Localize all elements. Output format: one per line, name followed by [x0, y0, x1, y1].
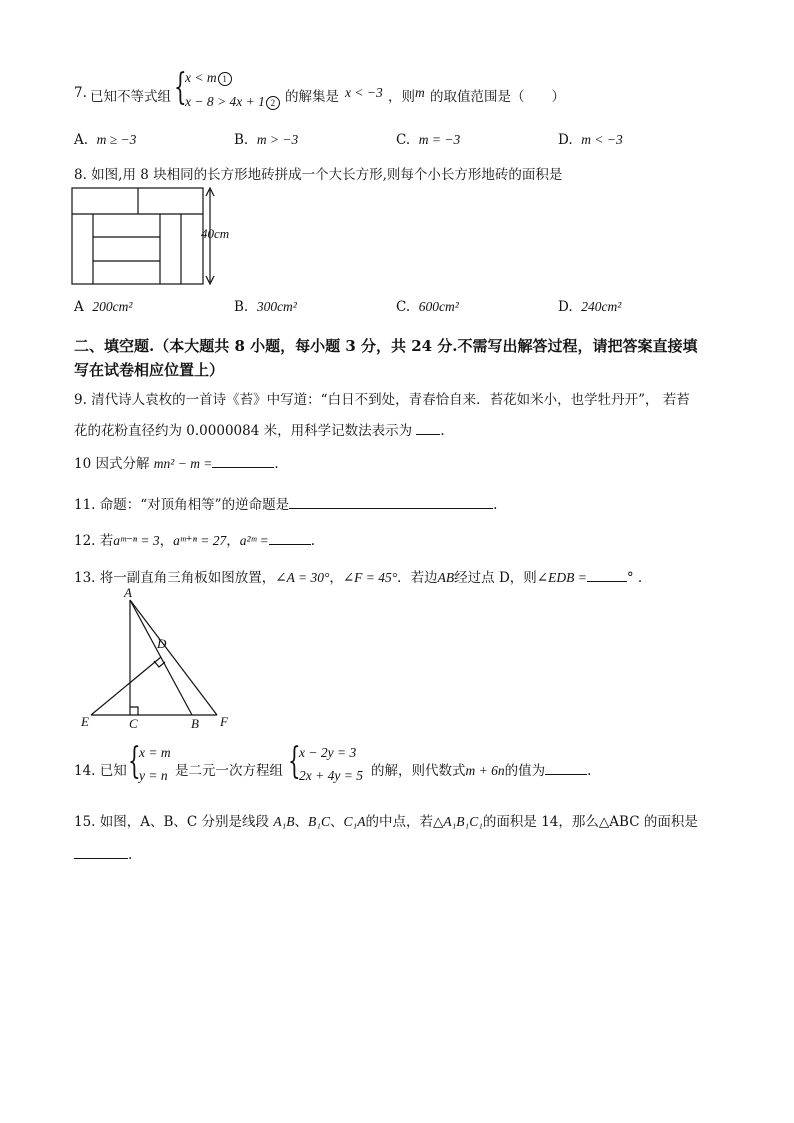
q14-system1-line1: x = m: [139, 745, 171, 760]
q9-answer-blank[interactable]: [416, 422, 440, 435]
q15-answer-blank[interactable]: [74, 846, 128, 859]
q11: 11. 命题：“对顶角相等”的逆命题是 .: [74, 497, 498, 513]
q14-system2-line2: 2x + 4y = 5: [299, 768, 363, 783]
q10-answer-blank[interactable]: [212, 455, 274, 468]
label-b: B: [191, 716, 199, 731]
q13-triangle-figure: [75, 588, 245, 734]
q14-a: 14. 已知: [74, 763, 127, 779]
right-angle-c-icon: [130, 707, 138, 715]
label-c: C: [129, 716, 138, 731]
q15-answer-line: .: [74, 846, 132, 863]
circle-1-icon: 1: [218, 72, 232, 86]
q13-answer-blank[interactable]: [587, 569, 627, 582]
q8-text: 8. 如图,用 8 块相同的长方形地砖拼成一个大长方形,则每个小长方形地砖的面积是: [74, 167, 563, 183]
q7-inequality-2: x − 8 > 4x + 1 2: [185, 94, 280, 110]
segment-ed: [91, 657, 161, 715]
q7-condition: x < −3: [345, 85, 383, 100]
q7-suffix: 的取值范围是（ ）: [430, 89, 565, 105]
q14-b: 是二元一次方程组: [175, 763, 283, 779]
q14-brace-1: {: [128, 741, 141, 782]
q14-answer-blank[interactable]: [545, 762, 587, 775]
q10: 10 因式分解 mn² − m = .: [74, 456, 279, 472]
q14-c: 的解，则代数式m + 6n的值为 .: [371, 763, 592, 779]
label-d: D: [157, 636, 167, 651]
q7-option-c: C. m = −3: [396, 132, 461, 148]
q7-inequality-1: x < m 1: [185, 70, 232, 86]
q9-line2: 花的花粉直径约为 0.0000084 米，用科学记数法表示为 .: [74, 423, 445, 439]
segment-af: [130, 600, 217, 715]
q7-var: m: [415, 85, 425, 100]
q14-system1-line2: y = n: [139, 768, 168, 783]
q7-option-d: D. m < −3: [558, 132, 623, 148]
q11-answer-blank[interactable]: [289, 496, 493, 509]
q8-option-b: B. 300cm²: [234, 299, 297, 315]
q14-brace-2: {: [288, 741, 301, 782]
circle-2-icon: 2: [266, 96, 280, 110]
q7-number: 7.: [74, 85, 87, 101]
q7-prefix: 已知不等式组: [90, 89, 171, 105]
q8-option-c: C. 600cm²: [396, 299, 459, 315]
label-a: A: [124, 588, 132, 600]
q9-line1: 9. 清代诗人袁枚的一首诗《苔》中写道：“白日不到处，青春恰自来．苔花如米小，也学牡丹开”， 若苔: [74, 392, 690, 408]
q7-option-b: B. m > −3: [234, 132, 299, 148]
q15: 15. 如图，A、B、C 分别是线段 A₁B、B₁C、C₁A的中点，若△A₁B₁C₁的面积是 14，那么△ABC 的面积是: [74, 814, 698, 830]
q7-mid: 的解集是: [285, 89, 339, 105]
section2-heading-line2: 写在试卷相应位置上）: [74, 361, 225, 379]
q8-tile-figure: [70, 186, 245, 288]
q7-then: ，则: [388, 89, 415, 105]
q12: 12. 若aᵐ⁻ⁿ = 3，aᵐ⁺ⁿ = 27，a²ᵐ = .: [74, 533, 315, 549]
q8-option-d: D. 240cm²: [558, 299, 622, 315]
label-e: E: [81, 714, 89, 729]
q7-option-a: A. m ≥ −3: [74, 132, 137, 148]
section2-heading-line1: 二、填空题.（本大题共 8 小题，每小题 3 分，共 24 分.不需写出解答过程，请把答案直接填: [74, 337, 698, 355]
q14-system2-line1: x − 2y = 3: [299, 745, 357, 760]
label-f: F: [220, 714, 228, 729]
q8-option-a: A 200cm²: [74, 299, 133, 315]
q7-system-brace: {: [174, 67, 187, 108]
q13: 13. 将一副直角三角板如图放置，∠A = 30°，∠F = 45°．若边AB经过点 D，则∠EDB = ° .: [74, 570, 643, 586]
q12-answer-blank[interactable]: [269, 532, 311, 545]
dimension-label: 40cm: [201, 226, 230, 241]
